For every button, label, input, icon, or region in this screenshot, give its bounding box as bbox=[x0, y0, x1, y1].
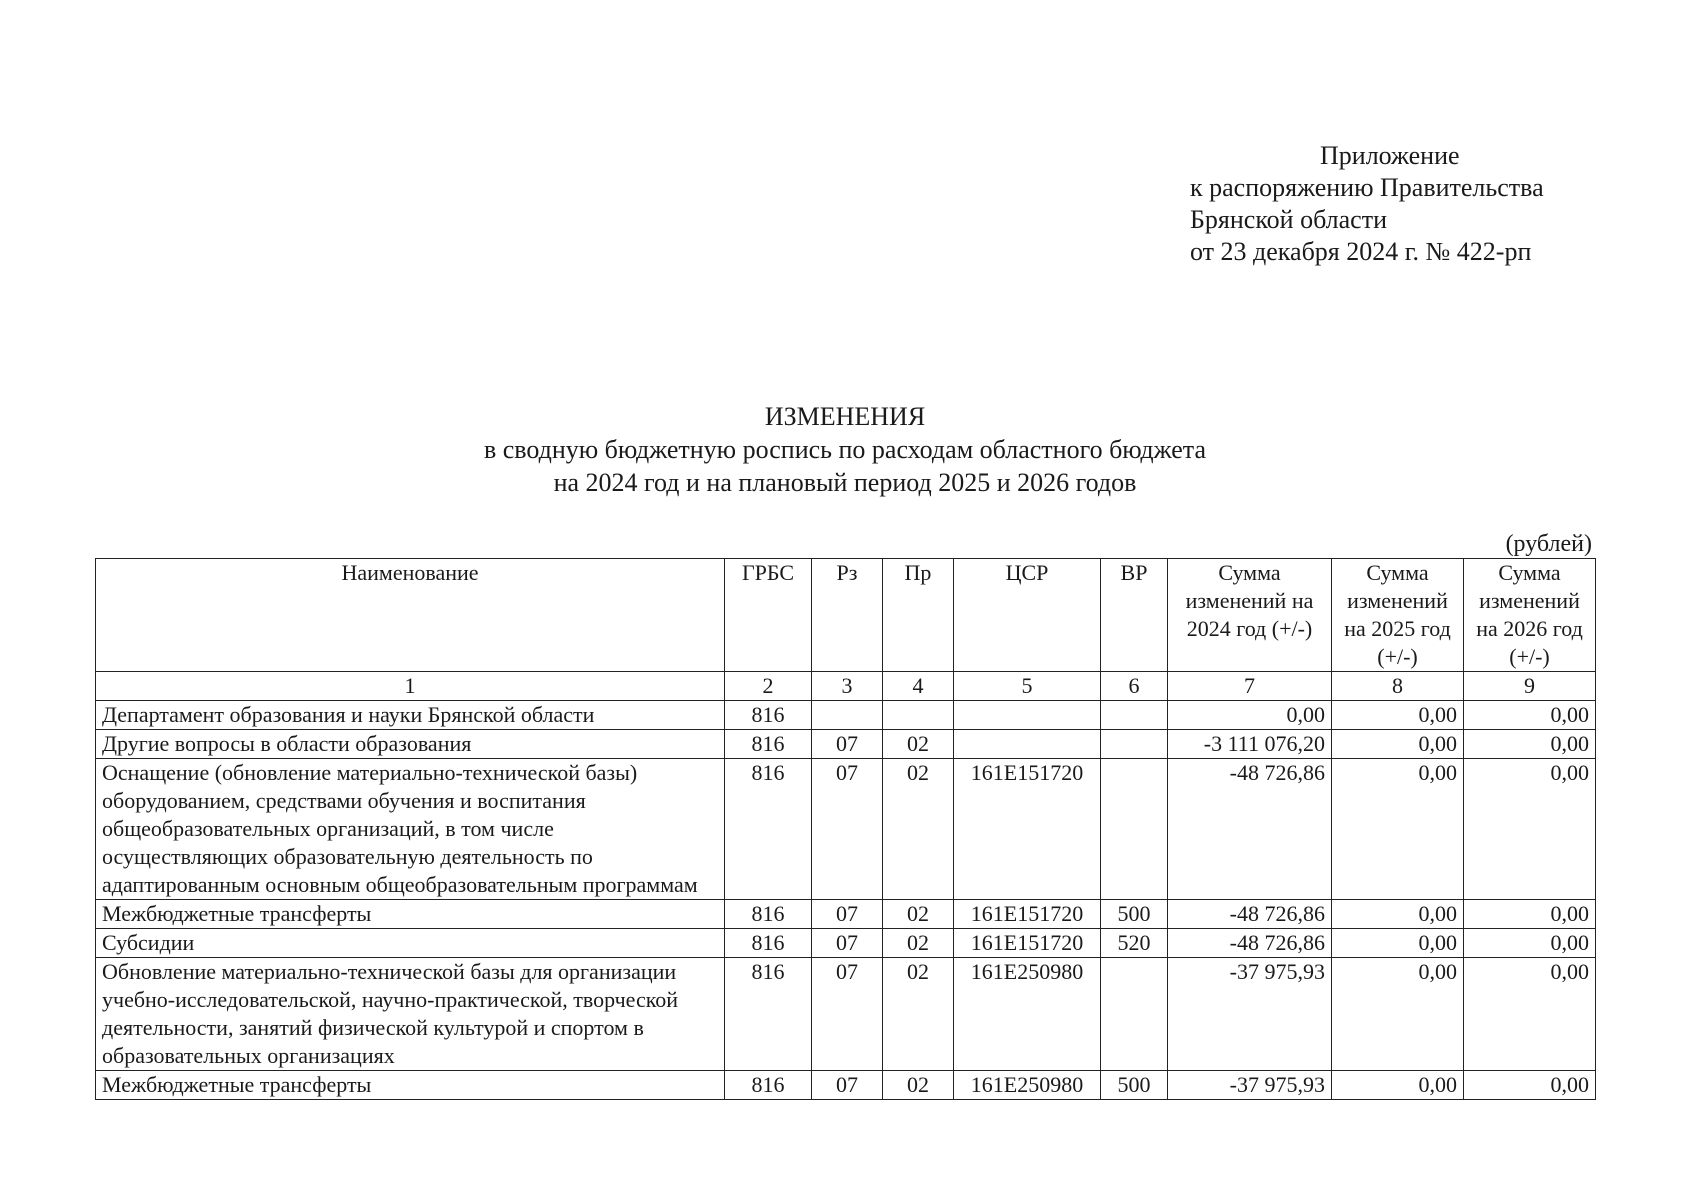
cell-sum-2026: 0,00 bbox=[1464, 730, 1596, 759]
cell-pr: 02 bbox=[883, 730, 954, 759]
header-sum-2025: Сумма изменений на 2025 год (+/-) bbox=[1332, 559, 1464, 672]
cell-rz: 07 bbox=[812, 759, 883, 900]
annex-block bbox=[1190, 140, 1544, 268]
cell-csr bbox=[954, 701, 1101, 730]
cell-sum-2024: -48 726,86 bbox=[1168, 759, 1332, 900]
annex-line-2: к распоряжению Правительства bbox=[1190, 173, 1544, 202]
cell-rz: 07 bbox=[812, 730, 883, 759]
cell-pr: 02 bbox=[883, 929, 954, 958]
column-number: 2 bbox=[725, 672, 812, 701]
units-label: (рублей) bbox=[1505, 531, 1592, 557]
cell-vr bbox=[1101, 958, 1168, 1071]
cell-pr: 02 bbox=[883, 759, 954, 900]
cell-sum-2025: 0,00 bbox=[1332, 900, 1464, 929]
header-sum-2024: Сумма изменений на 2024 год (+/-) bbox=[1168, 559, 1332, 672]
table-row bbox=[96, 958, 1596, 1071]
table-row bbox=[96, 701, 1596, 730]
cell-pr: 02 bbox=[883, 958, 954, 1071]
cell-grbs: 816 bbox=[725, 900, 812, 929]
cell-name: Межбюджетные трансферты bbox=[96, 1071, 725, 1100]
cell-name: Обновление материально-технической базы для организации учебно-исследовательской, научно-практической, творческой деятельности, занятий физической культурой и спортом в образовательных организациях bbox=[96, 958, 725, 1071]
cell-sum-2026: 0,00 bbox=[1464, 701, 1596, 730]
header-name: Наименование bbox=[96, 559, 725, 672]
annex-line-3: Брянской области bbox=[1190, 205, 1387, 234]
cell-sum-2025: 0,00 bbox=[1332, 958, 1464, 1071]
column-number: 8 bbox=[1332, 672, 1464, 701]
header-csr: ЦСР bbox=[954, 559, 1101, 672]
cell-sum-2024: 0,00 bbox=[1168, 701, 1332, 730]
cell-grbs: 816 bbox=[725, 958, 812, 1071]
cell-sum-2024: -37 975,93 bbox=[1168, 1071, 1332, 1100]
cell-vr: 520 bbox=[1101, 929, 1168, 958]
cell-name: Другие вопросы в области образования bbox=[96, 730, 725, 759]
table-row bbox=[96, 759, 1596, 900]
cell-sum-2025: 0,00 bbox=[1332, 1071, 1464, 1100]
cell-name: Департамент образования и науки Брянской области bbox=[96, 701, 725, 730]
cell-sum-2026: 0,00 bbox=[1464, 958, 1596, 1071]
column-number: 1 bbox=[96, 672, 725, 701]
cell-sum-2025: 0,00 bbox=[1332, 929, 1464, 958]
title-main: ИЗМЕНЕНИЯ bbox=[764, 402, 926, 431]
cell-rz: 07 bbox=[812, 929, 883, 958]
cell-csr: 161E151720 bbox=[954, 900, 1101, 929]
column-number-row bbox=[96, 672, 1596, 701]
cell-pr: 02 bbox=[883, 900, 954, 929]
header-grbs: ГРБС bbox=[725, 559, 812, 672]
cell-pr: 02 bbox=[883, 1071, 954, 1100]
cell-rz: 07 bbox=[812, 958, 883, 1071]
cell-name: Межбюджетные трансферты bbox=[96, 900, 725, 929]
cell-grbs: 816 bbox=[725, 1071, 812, 1100]
cell-rz bbox=[812, 701, 883, 730]
cell-sum-2026: 0,00 bbox=[1464, 929, 1596, 958]
cell-sum-2026: 0,00 bbox=[1464, 1071, 1596, 1100]
cell-pr bbox=[883, 701, 954, 730]
title-line-3: на 2024 год и на плановый период 2025 и 2026 годов bbox=[553, 468, 1137, 497]
column-number: 6 bbox=[1101, 672, 1168, 701]
cell-csr: 161E151720 bbox=[954, 929, 1101, 958]
cell-rz: 07 bbox=[812, 1071, 883, 1100]
table-header-row bbox=[96, 559, 1596, 672]
cell-sum-2024: -37 975,93 bbox=[1168, 958, 1332, 1071]
cell-vr bbox=[1101, 730, 1168, 759]
cell-name: Субсидии bbox=[96, 929, 725, 958]
cell-vr bbox=[1101, 759, 1168, 900]
header-pr: Пр bbox=[883, 559, 954, 672]
document-title bbox=[95, 400, 1595, 499]
cell-sum-2024: -48 726,86 bbox=[1168, 900, 1332, 929]
column-number: 9 bbox=[1464, 672, 1596, 701]
cell-grbs: 816 bbox=[725, 929, 812, 958]
header-vr: ВР bbox=[1101, 559, 1168, 672]
cell-sum-2026: 0,00 bbox=[1464, 759, 1596, 900]
column-number: 4 bbox=[883, 672, 954, 701]
cell-vr: 500 bbox=[1101, 1071, 1168, 1100]
cell-rz: 07 bbox=[812, 900, 883, 929]
cell-csr: 161E250980 bbox=[954, 958, 1101, 1071]
cell-name: Оснащение (обновление материально-технической базы) оборудованием, средствами обучения и воспитания общеобразовательных организаций, в том числе осуществляющих образовательную деятельность по адаптированным основным общеобразовательным программам bbox=[96, 759, 725, 900]
cell-csr: 161E250980 bbox=[954, 1071, 1101, 1100]
cell-sum-2024: -48 726,86 bbox=[1168, 929, 1332, 958]
cell-sum-2025: 0,00 bbox=[1332, 701, 1464, 730]
table-row bbox=[96, 929, 1596, 958]
annex-line-1: Приложение bbox=[1320, 141, 1460, 170]
column-number: 3 bbox=[812, 672, 883, 701]
cell-grbs: 816 bbox=[725, 759, 812, 900]
cell-sum-2024: -3 111 076,20 bbox=[1168, 730, 1332, 759]
cell-csr: 161E151720 bbox=[954, 759, 1101, 900]
table-row bbox=[96, 1071, 1596, 1100]
table-row bbox=[96, 900, 1596, 929]
cell-sum-2026: 0,00 bbox=[1464, 900, 1596, 929]
cell-sum-2025: 0,00 bbox=[1332, 759, 1464, 900]
header-sum-2026: Сумма изменений на 2026 год (+/-) bbox=[1464, 559, 1596, 672]
header-rz: Рз bbox=[812, 559, 883, 672]
cell-vr: 500 bbox=[1101, 900, 1168, 929]
cell-csr bbox=[954, 730, 1101, 759]
annex-line-4: от 23 декабря 2024 г. № 422-рп bbox=[1190, 237, 1532, 266]
cell-grbs: 816 bbox=[725, 701, 812, 730]
cell-sum-2025: 0,00 bbox=[1332, 730, 1464, 759]
column-number: 7 bbox=[1168, 672, 1332, 701]
title-line-2: в сводную бюджетную роспись по расходам областного бюджета bbox=[483, 435, 1207, 464]
cell-grbs: 816 bbox=[725, 730, 812, 759]
column-number: 5 bbox=[954, 672, 1101, 701]
cell-vr bbox=[1101, 701, 1168, 730]
budget-table bbox=[95, 558, 1596, 1100]
table-row bbox=[96, 730, 1596, 759]
